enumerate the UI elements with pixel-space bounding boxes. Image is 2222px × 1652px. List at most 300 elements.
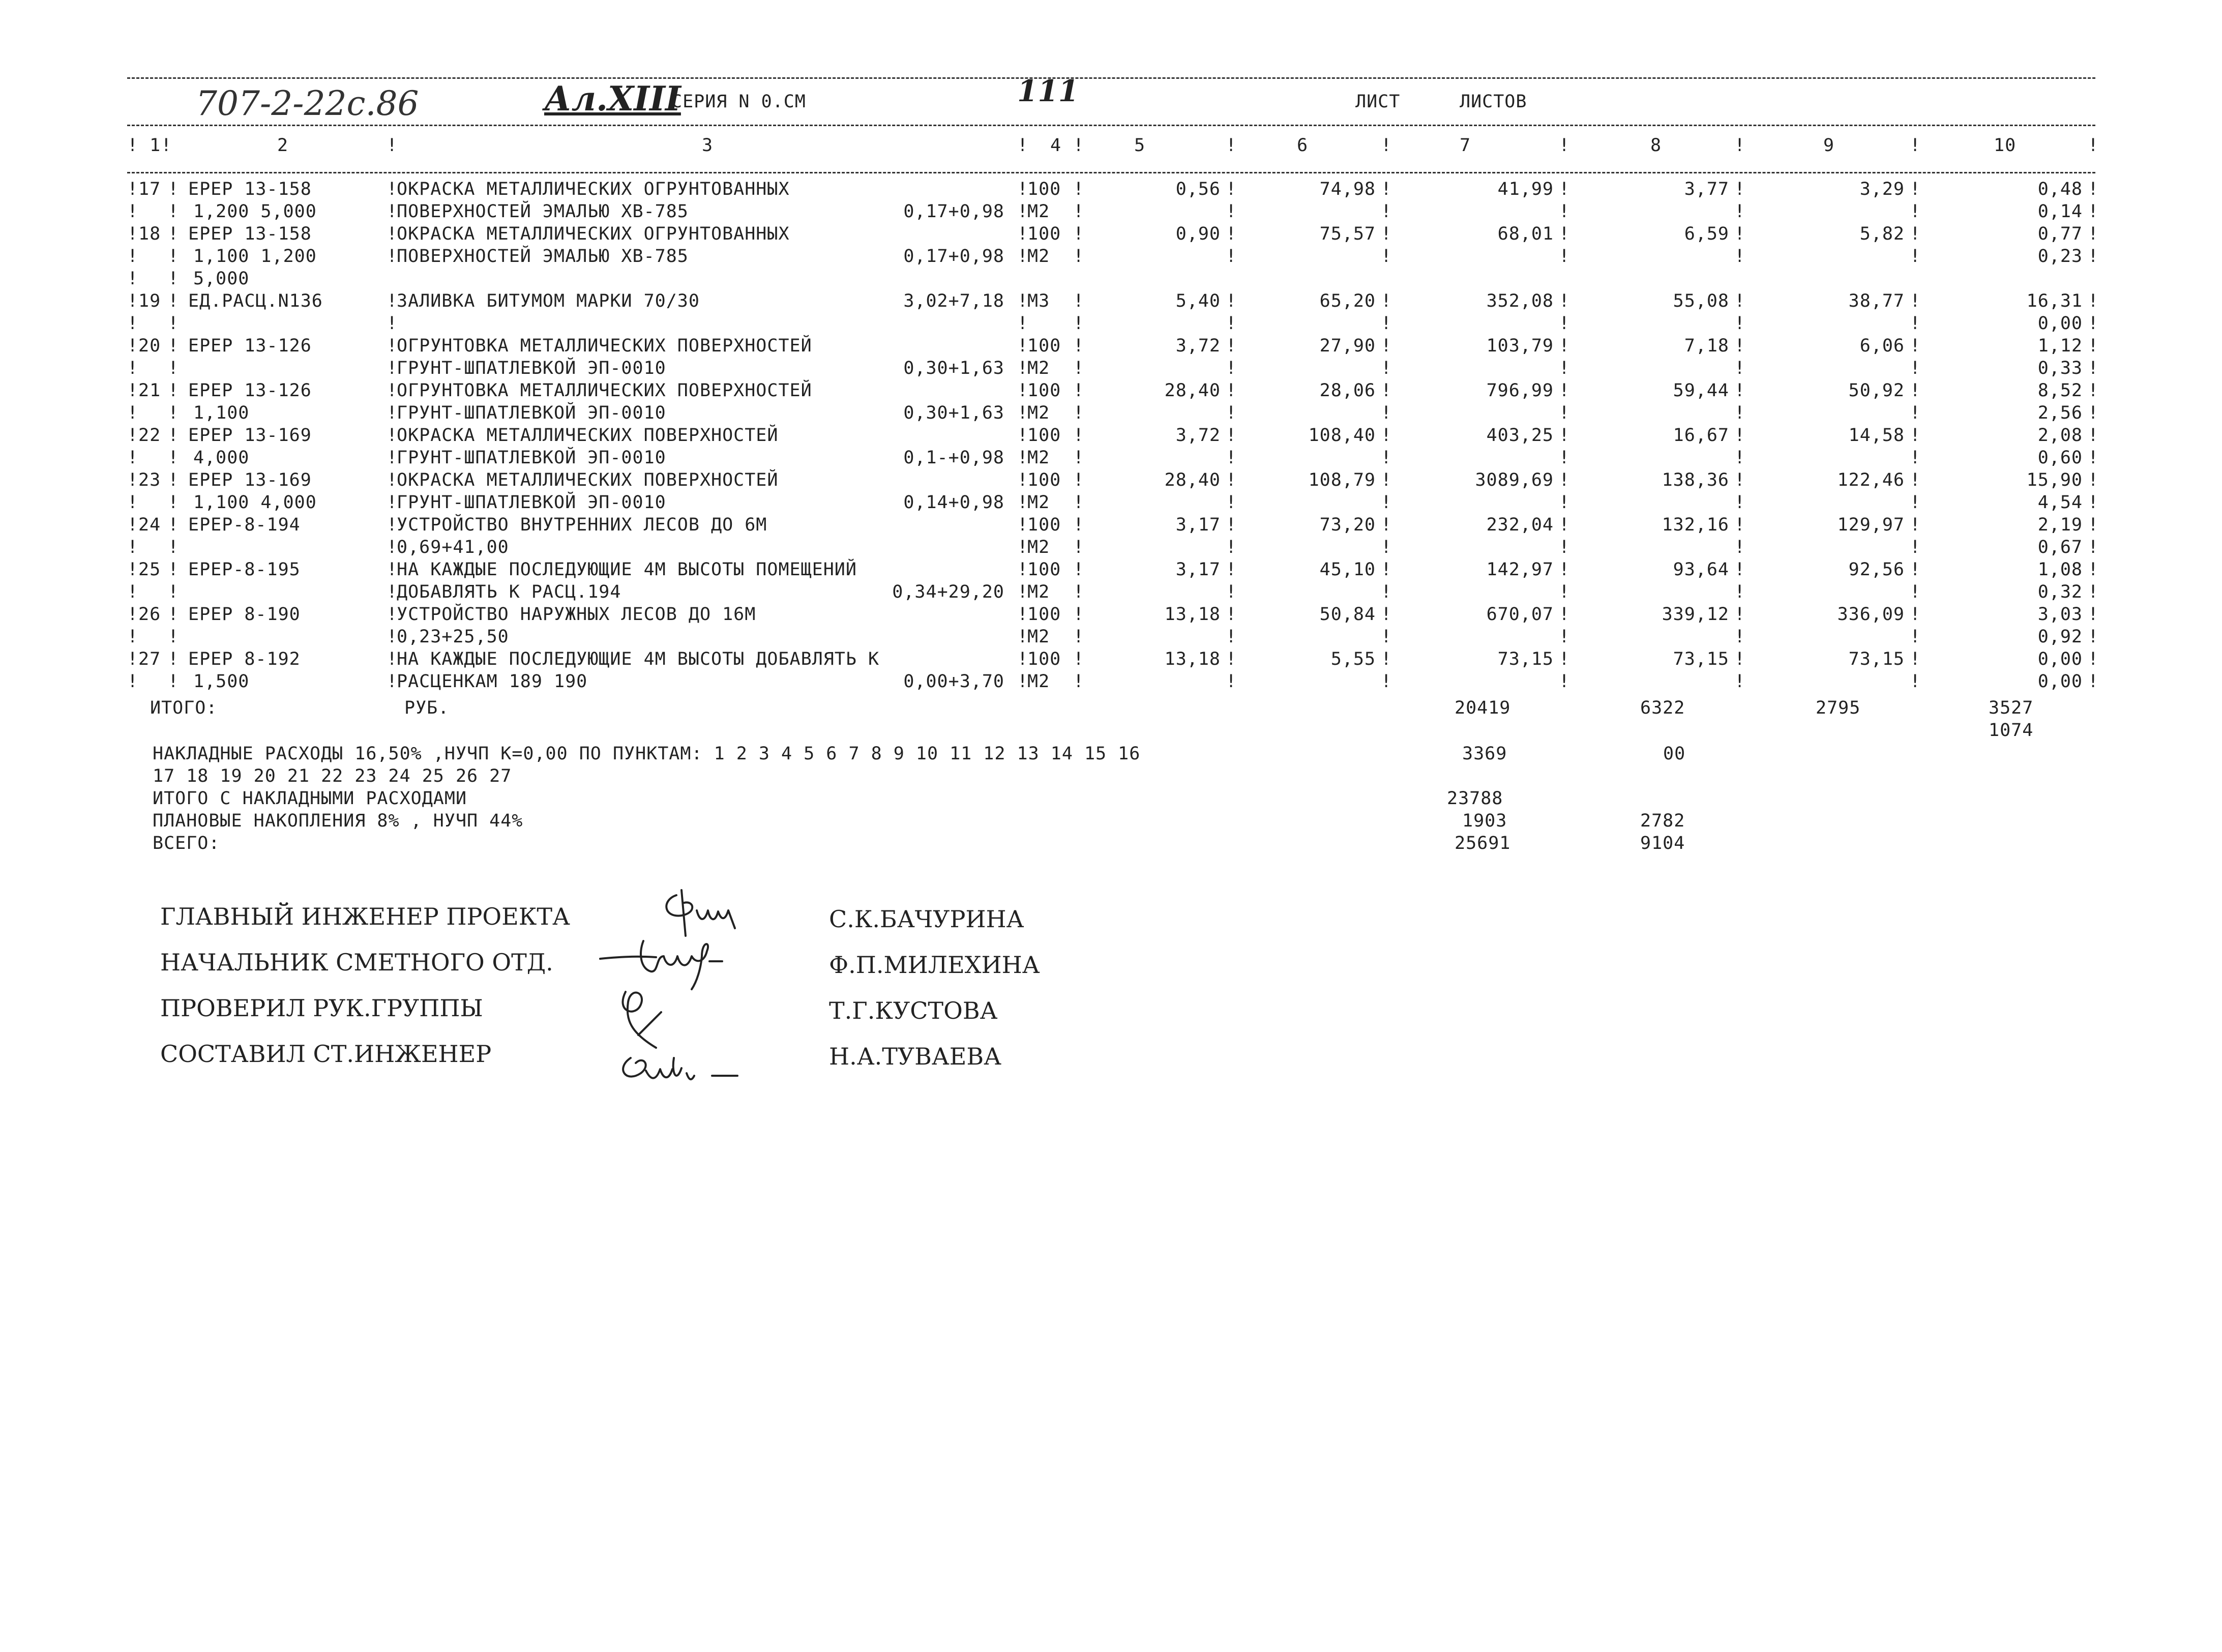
- overhead-label: НАКЛАДНЫЕ РАСХОДЫ 16,50% ,НУЧП К=0,00 ПО ПУНКТАМ: 1 2 3 4 5 6 7 8 9 10 11 12 13 14 15 16: [153, 744, 1141, 764]
- row-sep: !: [2088, 448, 2099, 468]
- itogo-col9: 2795: [1816, 698, 1861, 718]
- row-sep: !: [2088, 559, 2099, 580]
- row-col5: 0,90: [1175, 224, 1221, 244]
- row-sep: !: [127, 403, 139, 423]
- row-sep: !: [1017, 582, 1029, 602]
- row-unit-2: М2: [1027, 448, 1050, 468]
- row-col6: 75,57: [1319, 224, 1376, 244]
- planned-label: ПЛАНОВЫЕ НАКОПЛЕНИЯ 8% , НУЧП 44%: [153, 811, 523, 831]
- handwritten-signatures: [595, 880, 788, 1094]
- row-sep: !: [1381, 492, 1393, 513]
- row-sep: !: [1734, 246, 1746, 267]
- row-sep: !: [1910, 671, 1921, 692]
- row-sep: !: [127, 425, 139, 446]
- row-col10b: 0,32: [2037, 582, 2083, 602]
- row-sep: !: [1559, 179, 1571, 199]
- row-sep: !: [1559, 246, 1571, 267]
- row-col9: 336,09: [1837, 604, 1905, 625]
- row-sep: !: [1381, 291, 1393, 311]
- row-col6: 27,90: [1319, 336, 1376, 356]
- row-sep: !: [127, 179, 139, 199]
- row-sep: !: [1381, 358, 1393, 378]
- row-col7: 3089,69: [1475, 470, 1554, 490]
- row-description: ОГРУНТОВКА МЕТАЛЛИЧЕСКИХ ПОВЕРХНОСТЕЙ: [397, 380, 812, 401]
- sheet-label: ЛИСТ: [1355, 92, 1401, 112]
- row-sep: !: [1734, 425, 1746, 446]
- row-sep: !: [1073, 470, 1085, 490]
- row-col7: 103,79: [1486, 336, 1554, 356]
- row-col10b: 0,00: [2037, 313, 2083, 334]
- row-sep: !: [1226, 470, 1237, 490]
- row-sep: !: [1734, 291, 1746, 311]
- row-sep: !: [1559, 559, 1571, 580]
- row-col5: 0,56: [1175, 179, 1221, 199]
- row-col9: 3,29: [1859, 179, 1905, 199]
- row-sep: !: [127, 604, 139, 625]
- row-number: 21: [138, 380, 161, 401]
- row-col10: 2,08: [2037, 425, 2083, 446]
- row-sep: !: [1559, 358, 1571, 378]
- row-sep: !: [2088, 179, 2099, 199]
- row-sep: !: [2088, 537, 2099, 557]
- album-number: Ал.XIII: [544, 79, 681, 119]
- row-sep: !: [127, 649, 139, 669]
- row-sep: !: [1226, 403, 1237, 423]
- row-col7: 41,99: [1497, 179, 1554, 199]
- row-description-2: ГРУНТ-ШПАТЛЕВКОЙ ЭП-0010: [397, 358, 666, 378]
- row-sep: !: [1017, 179, 1029, 199]
- row-sep: !: [1381, 470, 1393, 490]
- row-sep: !: [168, 336, 180, 356]
- row-sep: !: [168, 604, 180, 625]
- row-sep: !: [127, 492, 139, 513]
- row-sep: !: [2088, 515, 2099, 535]
- row-sep: !: [127, 269, 139, 289]
- row-formula: 0,17+0,98: [903, 201, 1004, 222]
- col-sep: !: [1910, 135, 1921, 156]
- col-header-6: 6: [1297, 135, 1309, 156]
- row-col7: 73,15: [1497, 649, 1554, 669]
- row-sep: !: [1381, 403, 1393, 423]
- row-col9: 14,58: [1848, 425, 1905, 446]
- row-description-2: РАСЦЕНКАМ 189 190: [397, 671, 588, 692]
- row-code: ЕРЕР 8-192: [188, 649, 301, 669]
- row-sep: !: [1226, 291, 1237, 311]
- row-sep: !: [2088, 224, 2099, 244]
- row-sep: !: [1559, 537, 1571, 557]
- row-sep: !: [1073, 403, 1085, 423]
- row-sep: !: [1073, 313, 1085, 334]
- row-sep: !: [387, 425, 398, 446]
- row-sep: !: [1017, 358, 1029, 378]
- row-sep: !: [1226, 559, 1237, 580]
- row-sep: !: [1734, 179, 1746, 199]
- row-sep: !: [1910, 291, 1921, 311]
- rule-top: [127, 77, 2095, 79]
- row-sep: !: [1910, 448, 1921, 468]
- row-sep: !: [1910, 179, 1921, 199]
- row-unit-2: М2: [1027, 627, 1050, 647]
- row-sep: !: [1559, 582, 1571, 602]
- row-sep: !: [2088, 358, 2099, 378]
- overhead-col8: 00: [1663, 744, 1686, 764]
- row-col9: 129,97: [1837, 515, 1905, 535]
- row-unit: М3: [1027, 291, 1050, 311]
- row-sep: !: [127, 291, 139, 311]
- row-formula: 0,30+1,63: [903, 358, 1004, 378]
- row-col5: 28,40: [1164, 380, 1221, 401]
- overhead-label-2: 17 18 19 20 21 22 23 24 25 26 27: [153, 766, 512, 786]
- row-sep: !: [1226, 224, 1237, 244]
- row-sep: !: [1017, 336, 1029, 356]
- row-sep: !: [1734, 470, 1746, 490]
- row-sep: !: [2088, 492, 2099, 513]
- row-sep: !: [168, 291, 180, 311]
- row-sep: !: [1910, 201, 1921, 222]
- row-sep: !: [168, 559, 180, 580]
- row-sep: !: [1910, 224, 1921, 244]
- row-col7: 68,01: [1497, 224, 1554, 244]
- row-unit-2: М2: [1027, 582, 1050, 602]
- row-sep: !: [1017, 559, 1029, 580]
- row-sep: !: [1017, 649, 1029, 669]
- row-unit: 100: [1027, 179, 1061, 199]
- row-number: 22: [138, 425, 161, 446]
- row-code-3: 5,000: [193, 269, 250, 289]
- row-description-2: ГРУНТ-ШПАТЛЕВКОЙ ЭП-0010: [397, 492, 666, 513]
- row-unit: 100: [1027, 470, 1061, 490]
- row-col6: 5,55: [1330, 649, 1376, 669]
- row-sep: !: [387, 671, 398, 692]
- row-sep: !: [387, 582, 398, 602]
- row-sep: !: [1226, 537, 1237, 557]
- row-sep: !: [1381, 515, 1393, 535]
- row-sep: !: [387, 179, 398, 199]
- row-sep: !: [127, 358, 139, 378]
- row-col9: 5,82: [1859, 224, 1905, 244]
- with-overhead-label: ИТОГО С НАКЛАДНЫМИ РАСХОДАМИ: [153, 788, 467, 809]
- signature-name: Т.Г.КУСТОВА: [829, 997, 998, 1024]
- row-sep: !: [387, 313, 398, 334]
- row-sep: !: [1073, 582, 1085, 602]
- row-description: ОКРАСКА МЕТАЛЛИЧЕСКИХ ОГРУНТОВАННЫХ: [397, 224, 790, 244]
- row-sep: !: [1381, 627, 1393, 647]
- planned-col7: 1903: [1462, 811, 1507, 831]
- row-number: 17: [138, 179, 161, 199]
- row-sep: !: [1734, 492, 1746, 513]
- row-number: 23: [138, 470, 161, 490]
- series-label: СЕРИЯ N 0.СМ: [671, 92, 806, 112]
- row-unit-2: М2: [1027, 246, 1050, 267]
- row-sep: !: [1381, 336, 1393, 356]
- row-sep: !: [387, 604, 398, 625]
- row-col10b: 0,14: [2037, 201, 2083, 222]
- row-sep: !: [1381, 559, 1393, 580]
- row-col6: 45,10: [1319, 559, 1376, 580]
- row-col9: 38,77: [1848, 291, 1905, 311]
- row-sep: !: [387, 649, 398, 669]
- col-header-7: 7: [1460, 135, 1471, 156]
- row-sep: !: [1226, 380, 1237, 401]
- row-sep: !: [1910, 537, 1921, 557]
- row-unit: 100: [1027, 649, 1061, 669]
- row-sep: !: [2088, 201, 2099, 222]
- row-sep: !: [1910, 358, 1921, 378]
- row-col5: 5,40: [1175, 291, 1221, 311]
- row-col6: 108,40: [1308, 425, 1376, 446]
- row-col10: 16,31: [2026, 291, 2083, 311]
- row-col5: 3,17: [1175, 559, 1221, 580]
- row-sep: !: [1381, 649, 1393, 669]
- row-unit-2: М2: [1027, 358, 1050, 378]
- row-unit-2: М2: [1027, 403, 1050, 423]
- row-sep: !: [1226, 179, 1237, 199]
- row-col5: 3,17: [1175, 515, 1221, 535]
- row-sep: !: [387, 201, 398, 222]
- row-sep: !: [127, 537, 139, 557]
- row-col8: 132,16: [1662, 515, 1729, 535]
- row-formula: 0,14+0,98: [903, 492, 1004, 513]
- row-sep: !: [1017, 201, 1029, 222]
- row-sep: !: [127, 448, 139, 468]
- row-col9: 50,92: [1848, 380, 1905, 401]
- row-sep: !: [1226, 604, 1237, 625]
- row-col10: 0,00: [2037, 649, 2083, 669]
- row-formula: 0,00+3,70: [903, 671, 1004, 692]
- row-col6: 28,06: [1319, 380, 1376, 401]
- row-description: ОГРУНТОВКА МЕТАЛЛИЧЕСКИХ ПОВЕРХНОСТЕЙ: [397, 336, 812, 356]
- row-sep: !: [1559, 515, 1571, 535]
- row-description: ОКРАСКА МЕТАЛЛИЧЕСКИХ ПОВЕРХНОСТЕЙ: [397, 470, 779, 490]
- row-code: ЕРЕР-8-194: [188, 515, 301, 535]
- row-sep: !: [387, 448, 398, 468]
- row-sep: !: [1910, 582, 1921, 602]
- itogo-col10: 3527: [1989, 698, 2034, 718]
- row-code-2: 1,200 5,000: [193, 201, 317, 222]
- row-formula: 3,02+7,18: [903, 291, 1004, 311]
- row-sep: !: [1734, 627, 1746, 647]
- row-sep: !: [1017, 313, 1029, 334]
- row-sep: !: [1226, 358, 1237, 378]
- row-sep: !: [1073, 336, 1085, 356]
- row-sep: !: [1559, 291, 1571, 311]
- row-sep: !: [1734, 559, 1746, 580]
- row-unit: 100: [1027, 224, 1061, 244]
- row-formula: 0,1-+0,98: [903, 448, 1004, 468]
- row-sep: !: [387, 470, 398, 490]
- row-number: 19: [138, 291, 161, 311]
- row-sep: !: [1017, 403, 1029, 423]
- row-sep: !: [1073, 291, 1085, 311]
- row-unit: 100: [1027, 336, 1061, 356]
- row-sep: !: [1910, 470, 1921, 490]
- row-col10b: 2,56: [2037, 403, 2083, 423]
- row-col10: 1,08: [2037, 559, 2083, 580]
- row-sep: !: [127, 313, 139, 334]
- row-sep: !: [1559, 470, 1571, 490]
- row-formula: 0,30+1,63: [903, 403, 1004, 423]
- row-description-2: ПОВЕРХНОСТЕЙ ЭМАЛЬЮ ХВ-785: [397, 246, 689, 267]
- row-sep: !: [168, 671, 180, 692]
- sheet-number: 111: [1017, 74, 1079, 108]
- row-sep: !: [1910, 604, 1921, 625]
- row-col8: 6,59: [1684, 224, 1729, 244]
- row-sep: !: [1226, 671, 1237, 692]
- row-sep: !: [1734, 380, 1746, 401]
- row-sep: !: [1734, 649, 1746, 669]
- row-sep: !: [1734, 403, 1746, 423]
- row-sep: !: [1017, 380, 1029, 401]
- row-sep: !: [168, 649, 180, 669]
- row-col10b: 0,92: [2037, 627, 2083, 647]
- row-col7: 670,07: [1486, 604, 1554, 625]
- row-sep: !: [1910, 559, 1921, 580]
- row-sep: !: [1559, 313, 1571, 334]
- row-sep: !: [387, 380, 398, 401]
- row-sep: !: [387, 358, 398, 378]
- row-sep: !: [2088, 291, 2099, 311]
- rule-header-bottom: [127, 125, 2095, 126]
- itogo-col10b: 1074: [1989, 720, 2034, 741]
- row-sep: !: [1559, 425, 1571, 446]
- signature-scribble: [666, 890, 735, 936]
- row-col10: 2,19: [2037, 515, 2083, 535]
- row-sep: !: [2088, 604, 2099, 625]
- row-col10b: 4,54: [2037, 492, 2083, 513]
- row-number: 26: [138, 604, 161, 625]
- row-col7: 796,99: [1486, 380, 1554, 401]
- row-description-2: ДОБАВЛЯТЬ К РАСЦ.194: [397, 582, 621, 602]
- col-header-2: 2: [277, 135, 289, 156]
- row-sep: !: [387, 336, 398, 356]
- row-description-2: ГРУНТ-ШПАТЛЕВКОЙ ЭП-0010: [397, 403, 666, 423]
- row-code: ЕД.РАСЦ.N136: [188, 291, 323, 311]
- row-sep: !: [1910, 649, 1921, 669]
- row-unit: 100: [1027, 380, 1061, 401]
- row-sep: !: [127, 336, 139, 356]
- row-col10: 8,52: [2037, 380, 2083, 401]
- row-sep: !: [1073, 246, 1085, 267]
- row-sep: !: [1559, 448, 1571, 468]
- row-code: ЕРЕР 13-169: [188, 425, 312, 446]
- row-sep: !: [387, 224, 398, 244]
- row-sep: !: [127, 246, 139, 267]
- row-col9: 122,46: [1837, 470, 1905, 490]
- row-sep: !: [1226, 246, 1237, 267]
- total-col7: 25691: [1455, 833, 1511, 853]
- row-sep: !: [1559, 604, 1571, 625]
- row-sep: !: [1381, 671, 1393, 692]
- row-unit: 100: [1027, 515, 1061, 535]
- signature-role: ГЛАВНЫЙ ИНЖЕНЕР ПРОЕКТА: [160, 903, 570, 930]
- row-col10b: 0,00: [2037, 671, 2083, 692]
- row-col10: 0,77: [2037, 224, 2083, 244]
- col-header-9: 9: [1823, 135, 1835, 156]
- row-sep: !: [2088, 313, 2099, 334]
- row-sep: !: [1073, 649, 1085, 669]
- col-header-10: 10: [1994, 135, 2017, 156]
- row-sep: !: [1226, 425, 1237, 446]
- row-col8: 339,12: [1662, 604, 1729, 625]
- row-sep: !: [1734, 537, 1746, 557]
- row-sep: !: [127, 582, 139, 602]
- row-col10b: 0,60: [2037, 448, 2083, 468]
- row-sep: !: [168, 358, 180, 378]
- row-col7: 142,97: [1486, 559, 1554, 580]
- row-sep: !: [1559, 403, 1571, 423]
- row-unit: 100: [1027, 604, 1061, 625]
- row-sep: !: [127, 224, 139, 244]
- row-code-2: 1,500: [193, 671, 250, 692]
- row-sep: !: [1734, 201, 1746, 222]
- row-code-2: 1,100: [193, 403, 250, 423]
- row-sep: !: [387, 403, 398, 423]
- row-sep: !: [1559, 336, 1571, 356]
- row-sep: !: [1017, 470, 1029, 490]
- total-label: ВСЕГО:: [153, 833, 220, 853]
- row-sep: !: [1381, 380, 1393, 401]
- row-sep: !: [387, 627, 398, 647]
- row-col8: 3,77: [1684, 179, 1729, 199]
- row-sep: !: [127, 559, 139, 580]
- with-overhead-col7: 23788: [1447, 788, 1503, 809]
- row-sep: !: [168, 224, 180, 244]
- row-sep: !: [1559, 671, 1571, 692]
- row-col5: 13,18: [1164, 604, 1221, 625]
- row-sep: !: [1226, 492, 1237, 513]
- row-sep: !: [1734, 336, 1746, 356]
- row-description: НА КАЖДЫЕ ПОСЛЕДУЮЩИЕ 4М ВЫСОТЫ ДОБАВЛЯТЬ К: [397, 649, 880, 669]
- row-sep: !: [1017, 492, 1029, 513]
- row-sep: !: [1073, 224, 1085, 244]
- row-sep: !: [1559, 380, 1571, 401]
- row-formula: 0,34+29,20: [892, 582, 1004, 602]
- row-sep: !: [1073, 559, 1085, 580]
- row-sep: !: [1381, 201, 1393, 222]
- row-sep: !: [1073, 448, 1085, 468]
- row-code-2: 4,000: [193, 448, 250, 468]
- row-unit-2: М2: [1027, 492, 1050, 513]
- row-sep: !: [168, 470, 180, 490]
- row-sep: !: [168, 201, 180, 222]
- row-code: ЕРЕР 13-126: [188, 336, 312, 356]
- planned-col8: 2782: [1640, 811, 1685, 831]
- row-sep: !: [2088, 246, 2099, 267]
- row-sep: !: [1017, 671, 1029, 692]
- row-col5: 13,18: [1164, 649, 1221, 669]
- signature-scribble: [623, 1058, 737, 1079]
- row-sep: !: [1226, 336, 1237, 356]
- row-col6: 50,84: [1319, 604, 1376, 625]
- row-sep: !: [1017, 425, 1029, 446]
- signature-role: ПРОВЕРИЛ РУК.ГРУППЫ: [160, 994, 483, 1022]
- row-unit: 100: [1027, 425, 1061, 446]
- col-sep: !: [387, 135, 398, 156]
- row-col8: 93,64: [1673, 559, 1729, 580]
- row-col8: 7,18: [1684, 336, 1729, 356]
- row-sep: !: [1017, 291, 1029, 311]
- row-code-2: 1,100 1,200: [193, 246, 317, 267]
- col-sep: !: [1017, 135, 1029, 156]
- row-sep: !: [127, 470, 139, 490]
- row-sep: !: [1910, 246, 1921, 267]
- row-unit-2: М2: [1027, 201, 1050, 222]
- row-sep: !: [1381, 179, 1393, 199]
- row-number: 20: [138, 336, 161, 356]
- row-col5: 3,72: [1175, 336, 1221, 356]
- row-sep: !: [1734, 224, 1746, 244]
- row-sep: !: [1910, 515, 1921, 535]
